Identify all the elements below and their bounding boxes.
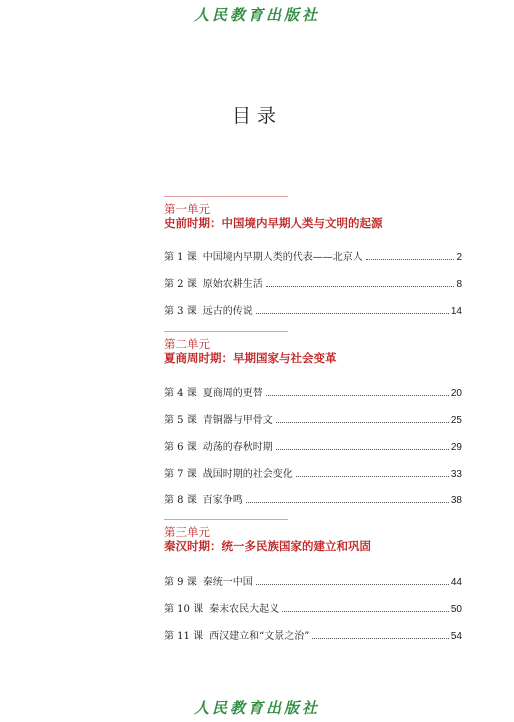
publisher-logo-bottom: 人民教育出版社 [193,699,320,717]
page-number: 25 [450,415,462,426]
lesson-number: 第 11 课 [164,631,204,642]
lesson-number: 第 6 课 [164,442,197,453]
dot-leader [276,422,449,423]
page-number: 54 [450,631,462,642]
unit-1-header [164,196,383,231]
lesson-name: 青铜器与甲骨文 [202,415,273,426]
dot-leader [366,259,455,260]
page-number: 8 [456,279,462,290]
toc-entry[interactable] [164,276,462,290]
lesson-number: 第 3 课 [164,306,197,317]
unit-number: 第一单元 [164,202,210,216]
page-number: 33 [450,469,462,480]
unit-divider [164,196,288,197]
lesson-name: 原始农耕生活 [202,279,263,290]
unit-title: 秦汉时期：统一多民族国家的建立和巩固 [164,539,371,553]
toc-entry[interactable] [164,439,462,453]
toc-entry[interactable] [164,628,462,642]
dot-leader [276,449,449,450]
lesson-number: 第 1 课 [164,252,197,263]
toc-entry[interactable] [164,466,462,480]
lesson-name: 战国时期的社会变化 [202,469,293,480]
lesson-number: 第 7 课 [164,469,197,480]
toc-entry[interactable] [164,601,462,615]
page-number: 14 [450,306,462,317]
unit-number: 第二单元 [164,337,210,351]
toc-entry[interactable] [164,303,462,317]
lesson-number: 第 2 课 [164,279,197,290]
toc-entry[interactable] [164,385,462,399]
page-number: 50 [450,604,462,615]
unit-title: 夏商周时期：早期国家与社会变革 [164,351,337,365]
lesson-number: 第 10 课 [164,604,204,615]
dot-leader [282,611,449,612]
dot-leader [256,584,449,585]
unit-title: 史前时期：中国境内早期人类与文明的起源 [164,216,383,230]
page-number: 20 [450,388,462,399]
lesson-number: 第 8 课 [164,495,197,506]
lesson-name: 夏商周的更替 [202,388,263,399]
dot-leader [296,476,449,477]
lesson-name: 动荡的春秋时期 [202,442,273,453]
unit-divider [164,331,288,332]
toc-title: 目录 [231,105,282,127]
unit-divider [164,519,288,520]
toc-entry[interactable] [164,492,462,506]
lesson-number: 第 9 课 [164,577,197,588]
lesson-number: 第 4 课 [164,388,197,399]
toc-entry[interactable] [164,412,462,426]
lesson-name: 秦统一中国 [202,577,253,588]
dot-leader [256,313,449,314]
lesson-name: 西汉建立和“文景之治” [209,631,310,642]
lesson-name: 中国境内早期人类的代表——北京人 [202,252,363,263]
unit-3-header [164,519,371,554]
dot-leader [246,502,449,503]
dot-leader [266,286,455,287]
page-number: 44 [450,577,462,588]
dot-leader [312,638,449,639]
toc-entry[interactable] [164,249,462,263]
page-number: 2 [456,252,462,263]
toc-entry[interactable] [164,574,462,588]
lesson-name: 百家争鸣 [202,495,243,506]
lesson-name: 秦末农民大起义 [209,604,280,615]
unit-number: 第三单元 [164,525,210,539]
page-number: 38 [450,495,462,506]
dot-leader [266,395,449,396]
publisher-logo-top: 人民教育出版社 [193,6,320,24]
unit-2-header [164,331,337,366]
lesson-number: 第 5 课 [164,415,197,426]
page-number: 29 [450,442,462,453]
lesson-name: 远古的传说 [202,306,253,317]
